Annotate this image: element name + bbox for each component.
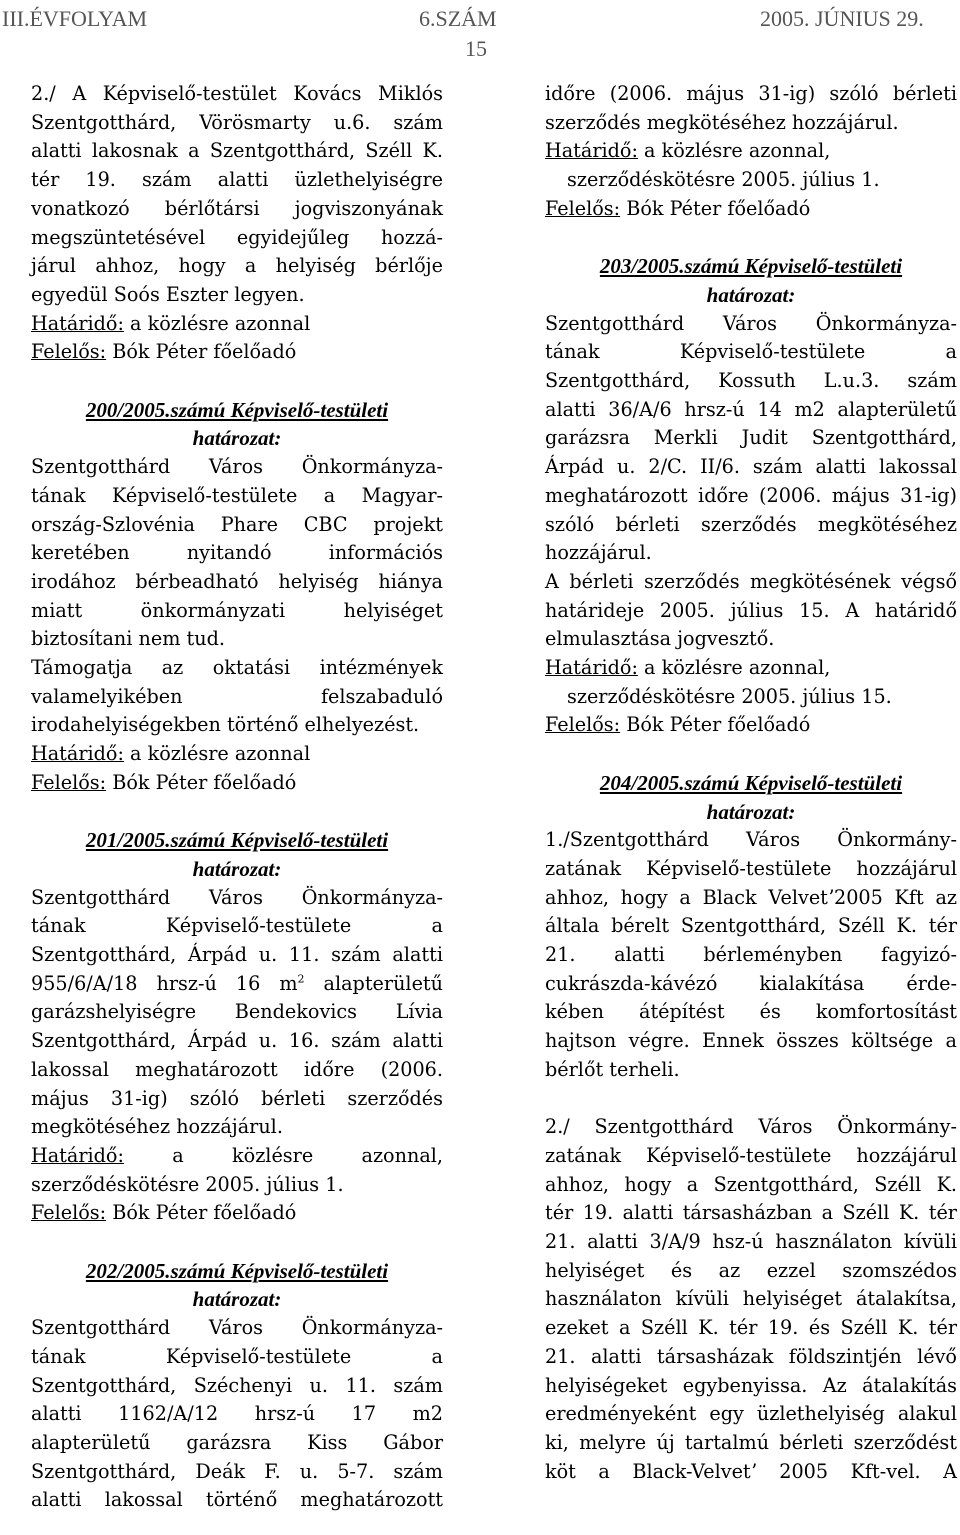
responsible-line: Felelős: Bók Péter főelőadó	[31, 340, 297, 364]
resolution-title: 202/2005.számú Képviselő-testületi	[85, 1258, 389, 1283]
text-line: tér 19. alatti társasházban a Széll K. tér	[545, 1201, 957, 1225]
text-line: bérlőt terheli.	[545, 1057, 680, 1081]
text-line: zatának Képviselő-testülete hozzájárul	[545, 1143, 957, 1167]
text-line: Szentgotthárd Város Önkormányza-	[545, 311, 957, 335]
text-line: időre (2006. május 31-ig) szóló bérleti	[545, 82, 957, 105]
text-line: egyedül Soós Eszter legyen.	[31, 282, 305, 306]
text-line: tának Képviselő-testülete a	[31, 1344, 443, 1368]
text-line: Szentgotthárd, Vörösmarty u.6. szám	[31, 110, 443, 134]
deadline-line: Határidő: a közlésre azonnal,	[545, 139, 831, 163]
resolution-subtitle: határozat:	[192, 426, 282, 451]
text-line: Szentgotthárd Város Önkormányza-	[31, 885, 443, 909]
responsible-line: Felelős: Bók Péter főelőadó	[545, 713, 811, 737]
text-line: garázsra Merkli Judit Szentgotthárd,	[545, 426, 957, 450]
text-line: helyiségeket egybenyissa. Az átalakítás	[545, 1373, 957, 1397]
text-line: tának Képviselő-testülete a	[31, 914, 443, 938]
text-line: ahhoz, hogy a Szentgotthárd, Széll K.	[545, 1172, 957, 1196]
resolution-subtitle: határozat:	[192, 1287, 282, 1312]
responsible-label: Felelős:	[31, 340, 107, 364]
left-column	[31, 80, 443, 1515]
page-header	[0, 6, 960, 66]
deadline-line: Határidő: a közlésre azonnal	[31, 311, 311, 335]
text-line: alatti lakosnak a Szentgotthárd, Széll K.	[31, 139, 443, 163]
text-line: 21. alatti 3/A/9 hsz-ú használaton kívüli	[545, 1230, 957, 1254]
text-line: biztosítani nem tud.	[31, 627, 225, 651]
text-line: 2./ A Képviselő-testület Kovács Miklós	[31, 82, 443, 105]
text-line: 955/6/A/18 hrsz-ú 16 $m^2$ alapterületű	[31, 971, 443, 995]
right-column	[545, 80, 957, 1486]
text-line: miatt önkormányzati helyiséget	[31, 598, 443, 622]
text-line: szerződéskötésre 2005. július 15.	[567, 684, 892, 708]
text-line: 1./Szentgotthárd Város Önkormány-	[545, 828, 957, 852]
text-line: 21. alatti bérleményben fagyizó-	[545, 943, 957, 967]
text-line: szerződéskötésre 2005. július 1.	[31, 1172, 344, 1196]
text-line: cukrászda-kávézó kialakítása érde-	[545, 971, 957, 995]
deadline-line: Határidő: a közlésre azonnal	[31, 742, 311, 766]
responsible-line: Felelős: Bók Péter főelőadó	[31, 770, 297, 794]
text-line: meghatározott időre (2006. május 31-ig)	[545, 483, 957, 507]
responsible-line: Felelős: Bók Péter főelőadó	[545, 196, 811, 220]
text-line: 21. alatti társasházak földszintjén lévő	[545, 1344, 957, 1368]
resolution-subtitle: határozat:	[192, 856, 282, 881]
page-number: 15	[465, 36, 487, 61]
text-line: 2./ Szentgotthárd Város Önkormány-	[545, 1115, 957, 1139]
text-line: járul ahhoz, hogy a helyiség bérlője	[31, 254, 443, 278]
text-line: Szentgotthárd, Árpád u. 16. szám alatti	[31, 1029, 443, 1053]
text-line: irodahelyiségekben történő elhelyezést.	[31, 713, 420, 737]
text-line: irodához bérbeadható helyiség hiánya	[31, 569, 443, 593]
text-line: Szentgotthárd, Árpád u. 11. szám alatti	[31, 943, 443, 967]
text-line: határideje 2005. július 15. A határidő	[545, 598, 957, 622]
text-line: helyiséget és az ezzel szomszédos	[545, 1258, 957, 1282]
text-line: szerződés megkötéséhez hozzájárul.	[545, 110, 899, 134]
text-line: Szentgotthárd Város Önkormányza-	[31, 1316, 443, 1340]
text-line: alatti 36/A/6 hrsz-ú 14 m2 alapterületű	[545, 397, 957, 421]
deadline-label: Határidő:	[31, 311, 124, 335]
issue-label: 6.SZÁM	[419, 6, 497, 31]
text-line: eredményeként egy üzlethelyiség alakul	[545, 1402, 957, 1426]
text-line: Szentgotthárd, Deák F. u. 5-7. szám	[31, 1459, 443, 1483]
text-line: alatti lakossal történő meghatározott	[31, 1488, 443, 1512]
text-line: Árpád u. 2/C. II/6. szám alatti lakossal	[545, 455, 957, 479]
text-line: tér 19. szám alatti üzlethelyiségre	[31, 168, 443, 192]
deadline-line: Határidő: a közlésre azonnal,	[545, 656, 831, 680]
text-line: megszüntetésével egyidejűleg hozzá-	[31, 225, 443, 249]
text-line: köt a Black-Velvetʼ 2005 Kft-vel. A	[545, 1459, 957, 1483]
deadline-label: Határidő:	[545, 656, 638, 680]
resolution-title: 203/2005.számú Képviselő-testületi	[599, 254, 903, 279]
text-line: lakossal meghatározott időre (2006.	[31, 1057, 443, 1081]
resolution-title: 201/2005.számú Képviselő-testületi	[85, 828, 389, 853]
deadline-line: Határidő: a közlésre azonnal,	[31, 1143, 443, 1167]
text-line: zatának Képviselő-testülete hozzájárul	[545, 856, 957, 880]
text-line: keretében nyitandó információs	[31, 541, 443, 565]
resolution-subtitle: határozat:	[706, 799, 796, 824]
text-line: hajtson végre. Ennek összes költsége a	[545, 1029, 957, 1053]
text-line: Szentgotthárd, Kossuth L.u.3. szám	[545, 369, 957, 393]
text-line: tának Képviselő-testülete a Magyar-	[31, 483, 443, 507]
text-line: ahhoz, hogy a Black Velvetʼ2005 Kft az	[545, 885, 957, 909]
text-line: ezeket a Széll K. tér 19. és Széll K. tér	[545, 1316, 957, 1340]
text-line: garázshelyiségre Bendekovics Lívia	[31, 1000, 443, 1024]
text-line: ország-Szlovénia Phare CBC projekt	[31, 512, 443, 536]
deadline-label: Határidő:	[545, 139, 638, 163]
text-line: hozzájárul.	[545, 541, 652, 565]
date-label: 2005. JÚNIUS 29.	[760, 6, 924, 31]
responsible-label: Felelős:	[545, 713, 621, 737]
text-line: általa bérelt Szentgotthárd, Széll K. tér	[545, 914, 957, 938]
text-line: ki, melyre új tartalmú bérleti szerződést	[545, 1431, 957, 1454]
text-line: szóló bérleti szerződés megkötéséhez	[545, 512, 957, 536]
responsible-label: Felelős:	[31, 770, 107, 794]
text-line: Szentgotthárd Város Önkormányza-	[31, 455, 443, 479]
text-line: használaton kívüli helyiséget átalakítsa,	[545, 1287, 957, 1311]
responsible-label: Felelős:	[31, 1201, 107, 1225]
text-line: megkötéséhez hozzájárul.	[31, 1115, 283, 1139]
resolution-title: 204/2005.számú Képviselő-testületi	[599, 770, 903, 795]
text-line: május 31-ig) szóló bérleti szerződés	[31, 1086, 443, 1110]
text-line: A bérleti szerződés megkötésének végső	[545, 569, 957, 593]
text-line: szerződéskötésre 2005. július 1.	[567, 168, 880, 192]
volume-label: III.ÉVFOLYAM	[2, 6, 148, 31]
text-line: valamelyikében felszabaduló	[31, 684, 443, 708]
deadline-label: Határidő:	[31, 1143, 124, 1167]
text-line: Szentgotthárd, Széchenyi u. 11. szám	[31, 1373, 443, 1397]
text-line: elmulasztása jogvesztő.	[545, 627, 775, 651]
responsible-label: Felelős:	[545, 196, 621, 220]
text-line: vonatkozó bérlőtársi jogviszonyának	[31, 196, 443, 220]
deadline-label: Határidő:	[31, 742, 124, 766]
resolution-subtitle: határozat:	[706, 282, 796, 307]
text-line: tának Képviselő-testülete a	[545, 340, 957, 364]
text-line: alatti 1162/A/12 hrsz-ú 17 m2	[31, 1402, 443, 1426]
responsible-line: Felelős: Bók Péter főelőadó	[31, 1201, 297, 1225]
text-line: kében átépítést és komfortosítást	[545, 1000, 957, 1024]
text-line: Támogatja az oktatási intézmények	[31, 656, 443, 680]
text-line: alapterületű garázsra Kiss Gábor	[31, 1431, 443, 1454]
resolution-title: 200/2005.számú Képviselő-testületi	[85, 397, 389, 422]
